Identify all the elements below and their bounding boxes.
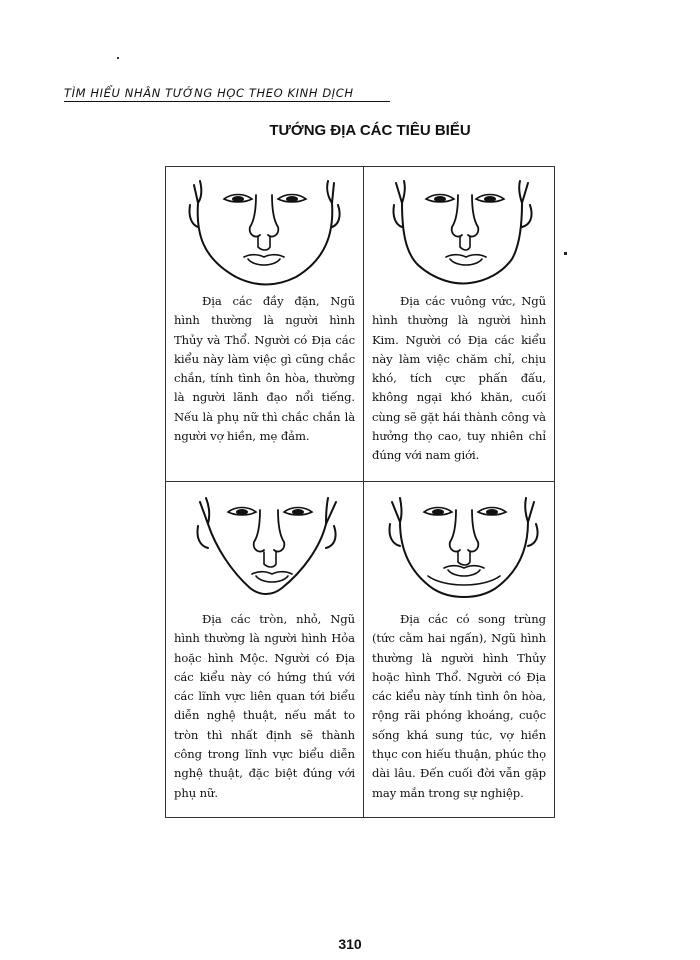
running-header: TÌM HIỂU NHÂN TƯỚNG HỌC THEO KINH DỊCH [64,86,390,102]
table-cell-square-chin [364,167,554,482]
table-cell-full-chin [166,167,364,482]
page-title: TƯỚNG ĐỊA CÁC TIÊU BIỂU [269,122,471,139]
cell-description: Địa các đầy đặn, Ngũ hình thường là người hình Thủy và Thổ. Người có Địa các kiểu này làm việc gì cũng chắc chắn, tính tình ôn hòa, thường là người lãnh đạo nổi tiếng. Nếu là phụ nữ thì chắc chắn là người vợ hiền, mẹ đảm. [174,294,355,444]
scan-speck [564,252,567,255]
page-number: 310 [338,936,362,952]
cell-description: Địa các có song trùng (tức cằm hai ngấn), Ngũ hình thường là người hình Thủy hoặc hình Thổ. Người có Địa các kiểu này tính tình ôn hòa, rộng rãi phóng khoáng, cuộc sống khá sung túc, vợ hiền thục con hiếu thuận, phúc thọ dài lâu. Đến cuối đời vẫn gặp may mắn trong sự nghiệp. [372,612,546,800]
square-face-illustration-icon [374,173,554,291]
cell-description: Địa các vuông vức, Ngũ hình thường là người hình Kim. Người có Địa các kiểu này làm việc chăm chỉ, chịu khó, tích cực phấn đấu, không ngại khó khăn, cuối cùng sẽ gặt hái thành công và hưởng thọ cao, tuy nhiên chỉ đúng với nam giới. [372,294,546,463]
scan-speck [117,57,119,59]
round-small-face-illustration-icon [176,488,356,606]
table-cell-round-small-chin [166,482,364,817]
cell-description: Địa các tròn, nhỏ, Ngũ hình thường là người hình Hỏa hoặc hình Mộc. Người có Địa các kiểu này có hứng thú với các lĩnh vực liên quan tới biểu diễn nghệ thuật, nếu mắt to tròn thì nhất định sẽ thành công trong lĩnh vực biểu diễn nghệ thuật, đặc biệt đúng với phụ nữ. [174,612,355,800]
face-types-table [165,166,555,818]
full-face-illustration-icon [176,173,356,291]
double-chin-face-illustration-icon [374,488,554,606]
table-cell-double-chin [364,482,554,817]
